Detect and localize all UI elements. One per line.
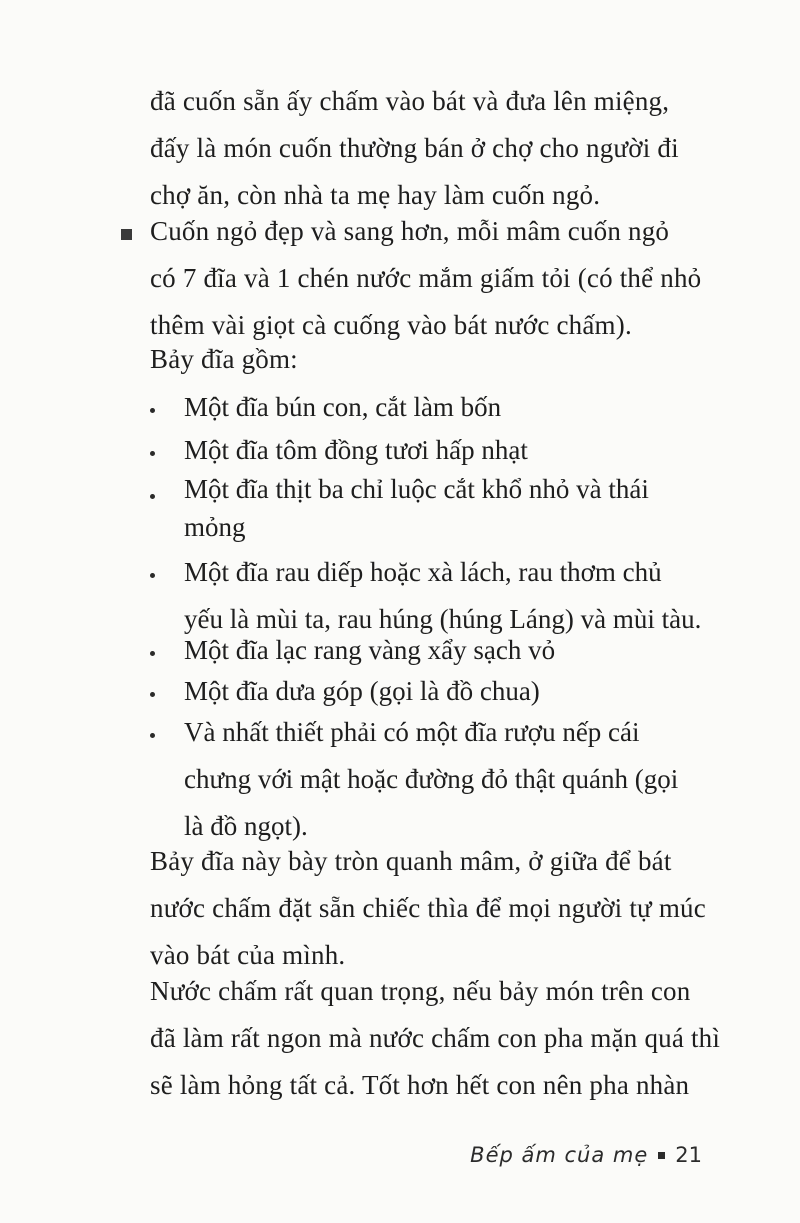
page-footer <box>470 1138 702 1172</box>
list-item <box>184 668 540 715</box>
paragraph-line: Bảy đĩa này bày tròn quanh mâm, ở giữa để bát <box>150 846 672 876</box>
paragraph-line: thêm vài giọt cà cuống vào bát nước chấm). <box>150 310 632 340</box>
list-item-line: Và nhất thiết phải có một đĩa rượu nếp cái <box>184 717 640 747</box>
list-item <box>184 627 555 674</box>
list-item <box>184 470 649 546</box>
bullet-dot-icon <box>150 692 155 697</box>
bullet-dot-icon <box>150 451 155 456</box>
bullet-dot-icon <box>150 733 155 738</box>
paragraph-line: Cuốn ngỏ đẹp và sang hơn, mỗi mâm cuốn ngỏ <box>150 216 670 246</box>
paragraph-1 <box>150 78 679 219</box>
paragraph-line: có 7 đĩa và 1 chén nước mắm giấm tỏi (có thể nhỏ <box>150 263 702 293</box>
list-item-line: yếu là mùi ta, rau húng (húng Láng) và mùi tàu. <box>184 604 702 634</box>
list-item-line: Một đĩa tôm đồng tươi hấp nhạt <box>184 435 528 465</box>
bullet-dot-icon <box>150 408 155 413</box>
paragraph-line: nước chấm đặt sẵn chiếc thìa để mọi người tự múc <box>150 893 706 923</box>
list-item-line: Một đĩa thịt ba chỉ luộc cắt khổ nhỏ và thái <box>184 474 649 504</box>
bullet-dot-icon <box>150 494 155 499</box>
paragraph-4 <box>150 968 720 1109</box>
list-item <box>184 384 501 431</box>
paragraph-2 <box>150 208 701 349</box>
paragraph-line: đấy là món cuốn thường bán ở chợ cho người đi <box>150 133 679 163</box>
list-item-line: mỏng <box>184 512 246 542</box>
list-item <box>184 427 528 474</box>
list-intro: Bảy đĩa gồm: <box>150 344 298 374</box>
paragraph-line: Nước chấm rất quan trọng, nếu bảy món trên con <box>150 976 691 1006</box>
page-number: 21 <box>675 1143 702 1167</box>
list-item-line: là đồ ngọt). <box>184 811 308 841</box>
separator-square-icon <box>658 1152 665 1159</box>
paragraph-3 <box>150 838 706 979</box>
list-item-line: Một đĩa dưa góp (gọi là đồ chua) <box>184 676 540 706</box>
list-item-line: Một đĩa bún con, cắt làm bốn <box>184 392 502 422</box>
paragraph-line: chợ ăn, còn nhà ta mẹ hay làm cuốn ngỏ. <box>150 180 601 210</box>
list-item-line: Một đĩa rau diếp hoặc xà lách, rau thơm chủ <box>184 557 662 587</box>
list-item <box>184 709 678 850</box>
book-title: Bếp ấm của mẹ <box>470 1143 649 1167</box>
bullet-dot-icon <box>150 651 155 656</box>
paragraph-line: đã làm rất ngon mà nước chấm con pha mặn quá thì <box>150 1023 721 1053</box>
list-item-line: Một đĩa lạc rang vàng xẩy sạch vỏ <box>184 635 556 665</box>
bullet-dot-icon <box>150 573 155 578</box>
square-bullet-icon <box>121 229 132 240</box>
paragraph-line: đã cuốn sẵn ấy chấm vào bát và đưa lên miệng, <box>150 86 670 116</box>
paragraph-line: sẽ làm hỏng tất cả. Tốt hơn hết con nên pha nhàn <box>150 1070 690 1100</box>
paragraph-line: vào bát của mình. <box>150 940 346 970</box>
list-item-line: chưng với mật hoặc đường đỏ thật quánh (gọi <box>184 764 679 794</box>
